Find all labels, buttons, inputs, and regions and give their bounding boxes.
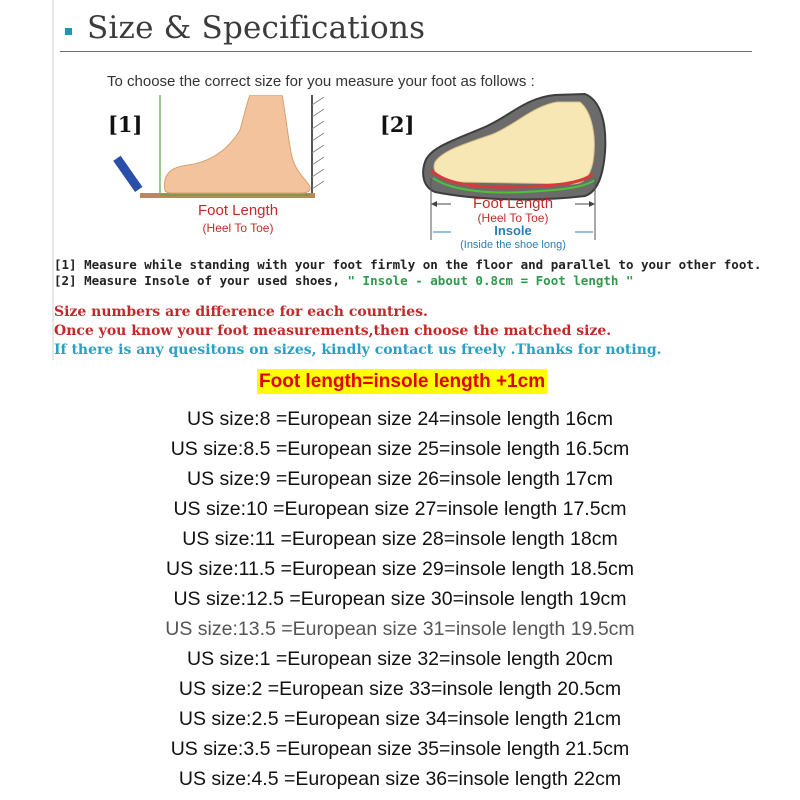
size-row: US size:11.5 =European size 29=insole length 18.5cm (166, 558, 634, 580)
insole-sub-caption: (Inside the shoe long) (460, 239, 566, 251)
size-row: US size:2.5 =European size 34=insole length 21cm (178, 708, 622, 730)
size-row: US size:12.5 =European size 30=insole length 19cm (173, 588, 627, 610)
foot-measure-illustration (110, 95, 330, 245)
size-row: US size:2 =European size 33=insole length 20.5cm (178, 678, 622, 700)
size-row: US size:3.5 =European size 35=insole length 21.5cm (170, 738, 630, 760)
size-row: US size:4.5 =European size 36=insole length 22cm (178, 768, 622, 790)
shoe-insole-illustration (415, 92, 615, 252)
foot-length-formula: Foot length=insole length +1cm (259, 371, 546, 392)
size-row: US size:10 =European size 27=insole length 17.5cm (173, 498, 627, 520)
heel-to-toe-caption-2: (Heel To Toe) (477, 211, 549, 225)
size-chart (0, 404, 800, 794)
size-row: US size:13.5 =European size 31=insole length 19.5cm (165, 618, 635, 640)
insole-caption: Insole (494, 223, 532, 238)
heel-to-toe-caption-1: (Heel To Toe) (202, 221, 274, 235)
foot-length-caption-1: Foot Length (197, 202, 279, 219)
warning-line-1: Size numbers are difference for each countries. (54, 304, 428, 320)
size-row: US size:8.5 =European size 25=insole length 16.5cm (170, 438, 630, 460)
step-1-label: [1] (108, 112, 143, 137)
size-row: US size:11 =European size 28=insole length 18cm (182, 528, 618, 550)
note-line-1: [1] Measure while standing with your foot firmly on the floor and parallel to your other foot. (54, 257, 762, 272)
step-2-label: [2] (380, 112, 415, 137)
warning-line-3: If there is any quesitons on sizes, kindly contact us freely .Thanks for noting. (54, 342, 662, 358)
note-line-2 (54, 273, 633, 288)
size-row: US size:9 =European size 26=insole length 17cm (186, 468, 613, 490)
size-row: US size:8 =European size 24=insole length 16cm (186, 408, 613, 430)
foot-length-caption-2: Foot Length (472, 195, 554, 212)
size-row: US size:1 =European size 32=insole length 20cm (186, 648, 613, 670)
title-divider (60, 51, 752, 52)
note-line-2-highlight: " Insole - about 0.8cm = Foot length " (347, 273, 634, 288)
intro-text: To choose the correct size for you measure your foot as follows : (107, 73, 535, 90)
note-line-2-text: [2] Measure Insole of your used shoes, (54, 273, 348, 288)
warning-line-2: Once you know your foot measurements,then choose the matched size. (54, 323, 612, 339)
title-bullet (65, 28, 72, 35)
page-title: Size & Specifications (87, 10, 426, 46)
